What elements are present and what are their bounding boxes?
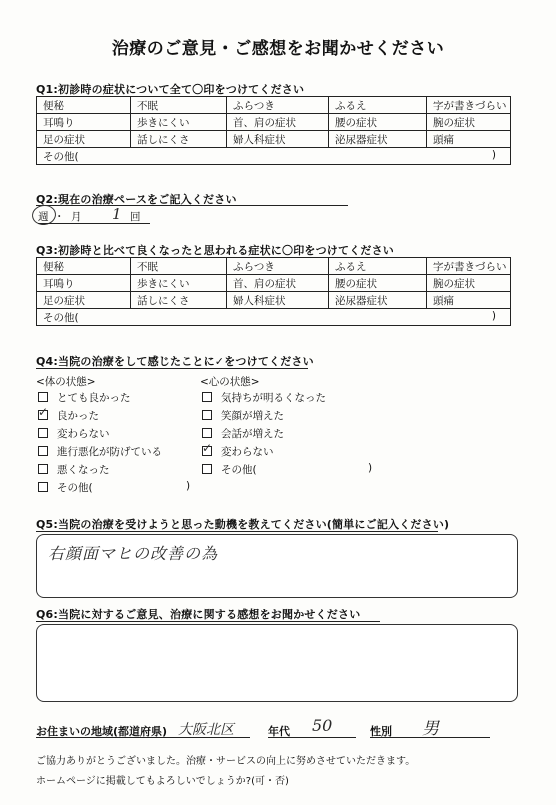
address-value: 大阪北区: [178, 722, 234, 738]
mind-checkbox-item[interactable]: [202, 441, 274, 459]
q4-mind-other-close: ): [368, 462, 373, 474]
q3-other-row[interactable]: [37, 309, 511, 326]
checkmark-icon: ✓: [38, 405, 49, 419]
checkbox-label: その他(: [57, 482, 93, 494]
q3-other-label: その他(: [43, 311, 79, 324]
checkbox[interactable]: [202, 428, 212, 438]
q2-heading-rule: [36, 205, 348, 206]
q5-answer-box[interactable]: [36, 534, 518, 598]
age-value: 50: [312, 716, 333, 735]
symptom-cell[interactable]: 字が書きづらい: [427, 258, 511, 275]
checkbox-label: 悪くなった: [57, 464, 110, 476]
checkmark-icon: ✓: [202, 441, 213, 455]
symptom-cell[interactable]: 婦人科症状: [227, 292, 329, 309]
symptom-cell[interactable]: 便秘: [37, 97, 131, 114]
mind-checkbox-item[interactable]: [202, 408, 284, 423]
symptom-cell[interactable]: 泌尿器症状: [329, 131, 427, 148]
q2-month-unit: 月: [71, 211, 82, 223]
symptom-cell[interactable]: 不眠: [131, 258, 227, 275]
q4-heading: Q4:当院の治療をして感じたことに✓をつけてください: [36, 355, 314, 368]
q4-body-header: <体の状態>: [36, 376, 96, 388]
table-row: [37, 275, 511, 292]
symptom-cell[interactable]: 不眠: [131, 97, 227, 114]
symptom-cell[interactable]: 首、肩の症状: [227, 275, 329, 292]
table-row: [37, 131, 511, 148]
checkbox-label: その他(: [221, 464, 257, 476]
body-checkbox-item[interactable]: [38, 480, 93, 495]
checkbox[interactable]: [202, 441, 213, 456]
checkbox[interactable]: [202, 410, 212, 420]
checkbox[interactable]: [202, 464, 212, 474]
symptom-cell[interactable]: ふるえ: [329, 97, 427, 114]
symptom-cell[interactable]: 話しにくさ: [131, 292, 227, 309]
homepage-consent-text: ホームページに掲載してもよろしいでしょうか?(可・否): [36, 776, 289, 787]
q4-heading-rule: [36, 368, 308, 369]
symptom-cell[interactable]: 首、肩の症状: [227, 114, 329, 131]
checkbox[interactable]: [38, 446, 48, 456]
q4-body-other-close: ): [186, 480, 191, 492]
symptom-cell[interactable]: 字が書きづらい: [427, 97, 511, 114]
body-checkbox-item[interactable]: [38, 444, 162, 459]
address-label: お住まいの地域(都道府県): [36, 725, 168, 738]
gender-underline: [370, 737, 490, 738]
q4-body-list: [38, 390, 198, 500]
symptom-cell[interactable]: 腰の症状: [329, 275, 427, 292]
symptom-cell[interactable]: 腰の症状: [329, 114, 427, 131]
q1-symptom-table: [36, 96, 511, 165]
symptom-cell[interactable]: 話しにくさ: [131, 131, 227, 148]
mind-checkbox-item[interactable]: [202, 390, 326, 405]
symptom-cell[interactable]: 歩きにくい: [131, 275, 227, 292]
thanks-text: ご協力ありがとうございました。治療・サービスの向上に努めさせていただきます。: [36, 756, 416, 767]
checkbox-label: 進行悪化が防げている: [57, 446, 162, 458]
checkbox[interactable]: [38, 405, 49, 420]
q6-heading: Q6:当院に対するご意見、治療に関する感想をお聞かせください: [36, 608, 361, 621]
table-row: [37, 258, 511, 275]
table-row: [37, 114, 511, 131]
q2-times-suffix: 回: [130, 211, 141, 223]
age-label: 年代: [268, 725, 290, 738]
q2-pace-field[interactable]: [38, 205, 150, 224]
mind-checkbox-item[interactable]: [202, 462, 257, 477]
body-checkbox-item[interactable]: [38, 405, 99, 423]
q2-week-unit: 週: [38, 211, 49, 223]
checkbox[interactable]: [38, 464, 48, 474]
symptom-cell[interactable]: 足の症状: [37, 292, 131, 309]
q2-handwritten-count: 1: [112, 205, 122, 223]
q2-underline: [38, 223, 150, 224]
symptom-cell[interactable]: ふるえ: [329, 258, 427, 275]
q5-heading: Q5:当院の治療を受けようと思った動機を教えてください(簡単にご記入ください): [36, 518, 450, 531]
q2-separator: ・: [54, 211, 65, 223]
gender-label: 性別: [370, 725, 392, 738]
q3-heading: Q3:初診時と比べて良くなったと思われる症状に〇印をつけてください: [36, 244, 395, 257]
checkbox-label: 変わらない: [221, 446, 274, 458]
age-underline: [268, 737, 356, 738]
q6-heading-rule: [36, 621, 380, 622]
checkbox-label: 笑顔が増えた: [221, 410, 284, 422]
q3-other-close: ): [491, 310, 496, 322]
symptom-cell[interactable]: 耳鳴り: [37, 114, 131, 131]
symptom-cell[interactable]: 歩きにくい: [131, 114, 227, 131]
body-checkbox-item[interactable]: [38, 390, 131, 405]
q3-symptom-table: [36, 257, 511, 326]
q5-handwritten-answer: 右顔面マヒの改善の為: [48, 544, 219, 563]
q1-heading: Q1:初診時の症状について全て〇印をつけてください: [36, 83, 305, 96]
checkbox-label: とても良かった: [57, 392, 131, 404]
gender-value: 男: [422, 719, 439, 739]
symptom-cell[interactable]: 足の症状: [37, 131, 131, 148]
checkbox-label: 会話が増えた: [221, 428, 284, 440]
symptom-cell[interactable]: 頭痛: [427, 292, 511, 309]
symptom-cell[interactable]: 腕の症状: [427, 275, 511, 292]
symptom-cell[interactable]: 泌尿器症状: [329, 292, 427, 309]
q1-other-label: その他(: [43, 150, 79, 163]
symptom-cell[interactable]: 頭痛: [427, 131, 511, 148]
checkbox[interactable]: [202, 392, 212, 402]
q6-answer-box[interactable]: [36, 624, 518, 702]
checkbox-label: 良かった: [57, 410, 99, 422]
symptom-cell[interactable]: 腕の症状: [427, 114, 511, 131]
table-row: [37, 292, 511, 309]
table-row: [37, 97, 511, 114]
q1-other-row[interactable]: [37, 148, 511, 165]
checkbox[interactable]: [38, 482, 48, 492]
q4-mind-header: <心の状態>: [200, 376, 260, 388]
checkbox-label: 気持ちが明るくなった: [221, 392, 326, 404]
checkbox-label: 変わらない: [57, 428, 110, 440]
symptom-cell[interactable]: 便秘: [37, 258, 131, 275]
mind-checkbox-item[interactable]: [202, 426, 284, 441]
checkbox[interactable]: [38, 392, 48, 402]
symptom-cell[interactable]: ふらつき: [227, 258, 329, 275]
symptom-cell[interactable]: ふらつき: [227, 97, 329, 114]
page-title: 治療のご意見・ご感想をお聞かせください: [111, 39, 445, 59]
q1-table-body: [37, 97, 511, 148]
address-field[interactable]: [36, 718, 250, 738]
body-checkbox-item[interactable]: [38, 426, 110, 441]
gender-field[interactable]: [370, 718, 490, 738]
address-underline: [36, 737, 250, 738]
q2-heading: Q2:現在の治療ペースをご記入ください: [36, 193, 237, 206]
symptom-cell[interactable]: 婦人科症状: [227, 131, 329, 148]
checkbox[interactable]: [38, 428, 48, 438]
q3-table-body: [37, 258, 511, 309]
q5-heading-rule: [36, 531, 438, 532]
q1-other-close: ): [491, 149, 496, 161]
age-field[interactable]: [268, 718, 356, 738]
symptom-cell[interactable]: 耳鳴り: [37, 275, 131, 292]
body-checkbox-item[interactable]: [38, 462, 110, 477]
